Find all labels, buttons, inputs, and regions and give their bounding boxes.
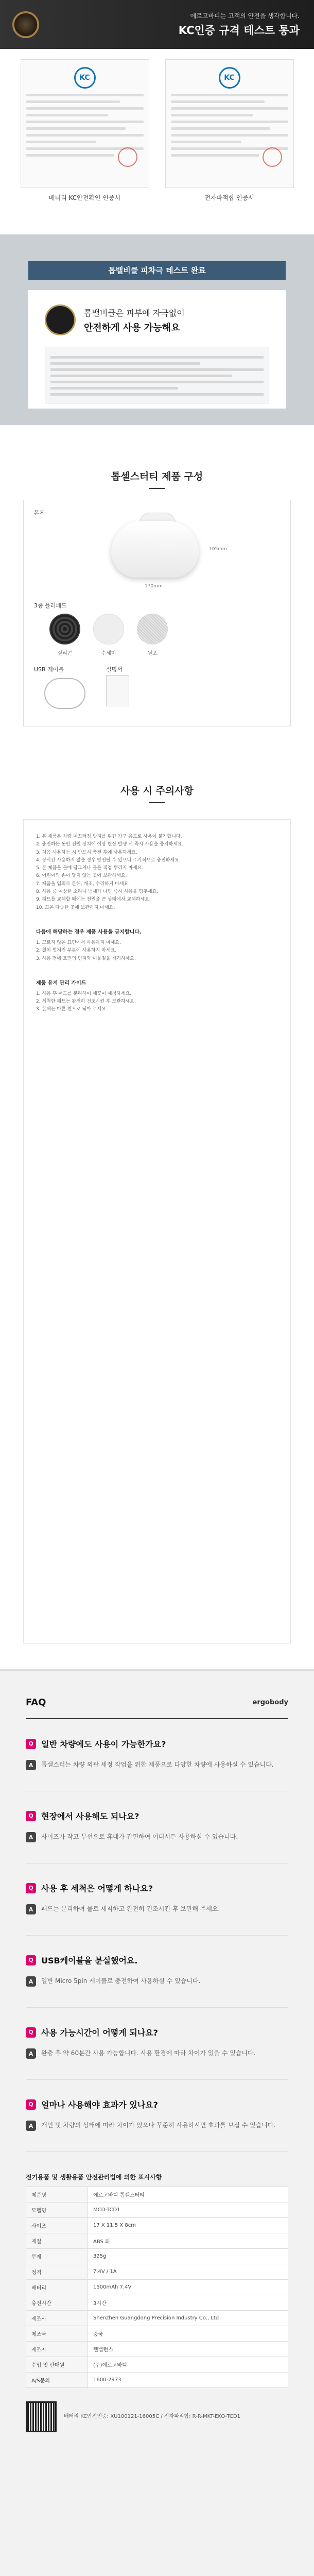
caution-item: 5. 본 제품을 물에 담그거나 물을 직접 뿌리지 마세요. xyxy=(36,866,144,871)
pad-label: 실리콘 xyxy=(57,651,73,656)
spec-key: 제조사 xyxy=(26,2311,88,2326)
spec-key: 무게 xyxy=(26,2249,88,2264)
safety-card xyxy=(28,290,286,409)
answer-mark-icon: A xyxy=(26,1976,36,1987)
cert-battery xyxy=(21,59,149,202)
faq-item xyxy=(26,2080,288,2152)
spec-block xyxy=(26,2173,288,2432)
question-mark-icon: Q xyxy=(26,1883,36,1893)
components-box xyxy=(23,500,291,726)
spec-footer: 배터리 KC안전인증: XU100121-16005C / 전자파적합: R-R-MKT-EKO-TCD1 xyxy=(64,2414,240,2419)
caution-item: 6. 어린이의 손이 닿지 않는 곳에 보관하세요. xyxy=(36,873,127,879)
answer-mark-icon: A xyxy=(26,2048,36,2059)
spec-row xyxy=(26,2311,288,2326)
cert-emc xyxy=(165,59,294,202)
spec-key: 배터리 xyxy=(26,2280,88,2295)
kc-title: KC인증 규격 테스트 통과 xyxy=(178,24,300,37)
pad-image xyxy=(137,614,168,645)
prohibition-item: 3. 사용 전에 표면의 먼지와 이물질을 제거하세요. xyxy=(36,956,136,961)
components-section xyxy=(0,453,314,742)
usb-label: USB 케이블 xyxy=(34,666,64,673)
answer-mark-icon: A xyxy=(26,2121,36,2131)
spec-key: 사이즈 xyxy=(26,2218,88,2233)
question-mark-icon: Q xyxy=(26,2027,36,2038)
caution-section xyxy=(0,752,314,1669)
spec-key: A/S문의 xyxy=(26,2372,88,2388)
kc-logo-icon: KC xyxy=(74,67,96,89)
answer-mark-icon: A xyxy=(26,1904,36,1914)
spec-value: (주)에르고바디 xyxy=(88,2357,288,2372)
faq-answer: 패드는 분리하여 물로 세척하고 완전히 건조시킨 후 보관해 주세요. xyxy=(41,1905,220,1912)
spec-value: 중국 xyxy=(88,2326,288,2342)
faq-item xyxy=(26,1719,288,1791)
care-item: 3. 본체는 마른 천으로 닦아 주세요. xyxy=(36,1007,108,1012)
question-mark-icon: Q xyxy=(26,1955,36,1965)
spec-row xyxy=(26,2218,288,2233)
device-image xyxy=(111,521,199,578)
faq-answer: 완충 후 약 60분간 사용 가능합니다. 사용 환경에 따라 차이가 있을 수 있습니다. xyxy=(41,2049,256,2057)
spec-value: 웰밸런스 xyxy=(88,2342,288,2357)
spec-key: 제품명 xyxy=(26,2187,88,2202)
faq-answer: 개인 및 차량의 상태에 따라 차이가 있으나 꾸준히 사용하시면 효과를 보실 수 있습니다. xyxy=(41,2122,276,2129)
spec-key: 재질 xyxy=(26,2233,88,2249)
spec-row xyxy=(26,2326,288,2342)
manual-image xyxy=(106,675,129,706)
caution-item: 1. 본 제품은 차량 미끄러짐 방지를 위한 가구 용도로 사용이 불가합니다. xyxy=(36,834,182,839)
spec-row xyxy=(26,2372,288,2388)
body-label: 본체 xyxy=(34,510,45,516)
spec-row xyxy=(26,2295,288,2311)
prohibition-title: 다음에 해당하는 경우 제품 사용을 금지합니다. xyxy=(36,929,142,935)
faq-title: FAQ xyxy=(26,1697,46,1708)
spec-key: 모델명 xyxy=(26,2202,88,2218)
kc-subtitle: 에르고바디는 고객의 안전을 생각합니다. xyxy=(190,12,300,20)
faq-item xyxy=(26,1791,288,1863)
kc-header xyxy=(0,0,314,49)
spec-key: 충전시간 xyxy=(26,2295,88,2311)
caution-title: 사용 시 주의사항 xyxy=(120,785,194,796)
safety-banner: 톱밸비클 피차극 테스트 완료 xyxy=(28,261,286,280)
spec-row xyxy=(26,2342,288,2357)
faq-list xyxy=(0,1719,314,2152)
spec-key: 제조자 xyxy=(26,2342,88,2357)
prohibition-item: 1. 고르지 않은 표면에서 사용하지 마세요. xyxy=(36,940,121,945)
answer-mark-icon: A xyxy=(26,1832,36,1842)
faq-item xyxy=(26,2008,288,2080)
pad-label: 원포 xyxy=(147,651,158,656)
safety-report-image xyxy=(45,347,269,403)
faq-question: 사용 가능시간이 어떻게 되나요? xyxy=(41,2028,158,2038)
question-mark-icon: Q xyxy=(26,1739,36,1749)
spec-key: 제조국 xyxy=(26,2326,88,2342)
faq-answer: 사이즈가 작고 무선으로 휴대가 간편하여 어디서든 사용하실 수 있습니다. xyxy=(41,1833,238,1840)
pads-label: 3종 플러패드 xyxy=(34,602,67,609)
spec-row xyxy=(26,2202,288,2218)
answer-mark-icon: A xyxy=(26,1760,36,1770)
usb-cable-image xyxy=(44,678,85,709)
spec-row xyxy=(26,2280,288,2295)
kc-badge-icon xyxy=(12,11,39,38)
safety-section xyxy=(0,234,314,425)
caution-item: 7. 제품을 임의로 분해, 개조, 수리하지 마세요. xyxy=(36,881,130,887)
kc-section xyxy=(0,0,314,216)
pad-image xyxy=(93,614,124,645)
faq-item xyxy=(26,1936,288,2008)
components-title: 톱셀스터티 제품 구성 xyxy=(111,471,203,482)
caution-item: 10. 고온 다습한 곳에 보관하지 마세요. xyxy=(36,905,115,910)
faq-item xyxy=(26,1863,288,1936)
caution-item: 3. 처음 사용하는 시 반드시 충전 후에 사용하세요. xyxy=(36,850,137,855)
spec-row xyxy=(26,2357,288,2372)
question-mark-icon: Q xyxy=(26,2099,36,2110)
safety-line2: 안전하게 사용 가능해요 xyxy=(84,322,180,333)
spec-value: 3시간 xyxy=(88,2295,288,2311)
faq-question: 얼마나 사용해야 효과가 있나요? xyxy=(41,2100,158,2110)
dim-height: 105mm xyxy=(209,547,227,552)
cert-caption: 전자파적합 인증서 xyxy=(204,194,254,201)
faq-section xyxy=(0,1669,314,2576)
spec-value: 17 X 11.5 X 8cm xyxy=(88,2218,288,2233)
kc-mark-icon xyxy=(26,2401,57,2432)
pad-label: 수세미 xyxy=(101,651,116,656)
manual-label: 설명서 xyxy=(106,666,123,673)
spec-value: 325g xyxy=(88,2249,288,2264)
faq-answer: 톱셀스터는 차량 외관 세정 작업을 위한 제품으로 다양한 차량에 사용하실 수 있습니다. xyxy=(41,1761,274,1768)
faq-question: USB케이블을 분실했어요. xyxy=(41,1956,138,1965)
pad-image xyxy=(49,614,80,645)
faq-question: 현장에서 사용해도 되나요? xyxy=(41,1811,139,1821)
spec-value: 1600-2973 xyxy=(88,2372,288,2388)
spec-value: ABS 외 xyxy=(88,2233,288,2249)
spec-row xyxy=(26,2264,288,2280)
spec-row xyxy=(26,2249,288,2264)
safety-badge-icon xyxy=(45,304,76,335)
caution-item: 4. 장시간 사용하지 않을 경우 방전될 수 있으니 주기적으로 충전하세요. xyxy=(36,857,181,863)
spec-row xyxy=(26,2187,288,2202)
cert-caption: 배터리 KC안전확인 인증서 xyxy=(48,194,121,201)
caution-item: 2. 충전하는 동안 전원 장치에 이상 현상 발생 시 즉시 사용을 중지하세요. xyxy=(36,842,184,848)
safety-line1: 톱밸비클은 피부에 자극없이 xyxy=(84,308,185,318)
spec-value: Shenzhen Guangdong Precision Industry Co., Ltd xyxy=(88,2311,288,2326)
question-mark-icon: Q xyxy=(26,1811,36,1821)
cert-document xyxy=(21,59,149,188)
cert-document xyxy=(165,59,294,188)
care-item: 2. 세척한 패드는 완전히 건조시킨 후 보관하세요. xyxy=(36,999,136,1005)
spec-table xyxy=(26,2187,288,2388)
dim-width: 170mm xyxy=(145,584,163,589)
caution-item: 8. 사용 중 이상한 소리나 냄새가 나면 즉시 사용을 멈추세요. xyxy=(36,889,159,895)
faq-question: 일반 차량에도 사용이 가능한가요? xyxy=(41,1739,166,1749)
spec-title: 전기용품 및 생활용품 안전관리법에 의한 표시사항 xyxy=(26,2174,162,2181)
spec-key: 수입 및 판매원 xyxy=(26,2357,88,2372)
caution-item: 9. 패드를 교체할 때에는 전원을 끈 상태에서 교체하세요. xyxy=(36,897,151,903)
spec-value: 에르고바디 톱셀스터티 xyxy=(88,2187,288,2202)
kc-logo-icon: KC xyxy=(219,67,240,89)
spec-value: MCD-TCD1 xyxy=(88,2202,288,2218)
faq-question: 사용 후 세척은 어떻게 하나요? xyxy=(41,1884,153,1893)
spec-row xyxy=(26,2233,288,2249)
faq-answer: 일반 Micro 5pin 케이블로 충전하여 사용하실 수 있습니다. xyxy=(41,1977,201,1985)
prohibition-item: 2. 칠이 벗겨진 부분에 사용하지 마세요. xyxy=(36,948,117,954)
spec-key: 정격 xyxy=(26,2264,88,2280)
spec-value: 7.4V / 1A xyxy=(88,2264,288,2280)
caution-box xyxy=(23,819,291,1643)
spec-value: 1500mAh 7.4V xyxy=(88,2280,288,2295)
care-title: 제품 유지 관리 가이드 xyxy=(36,980,86,986)
stamp-icon xyxy=(118,147,137,167)
brand-logo: ergobody xyxy=(252,1699,288,1706)
care-item: 1. 사용 후 패드를 분리하여 깨끗이 세척하세요. xyxy=(36,991,132,996)
stamp-icon xyxy=(263,147,282,167)
